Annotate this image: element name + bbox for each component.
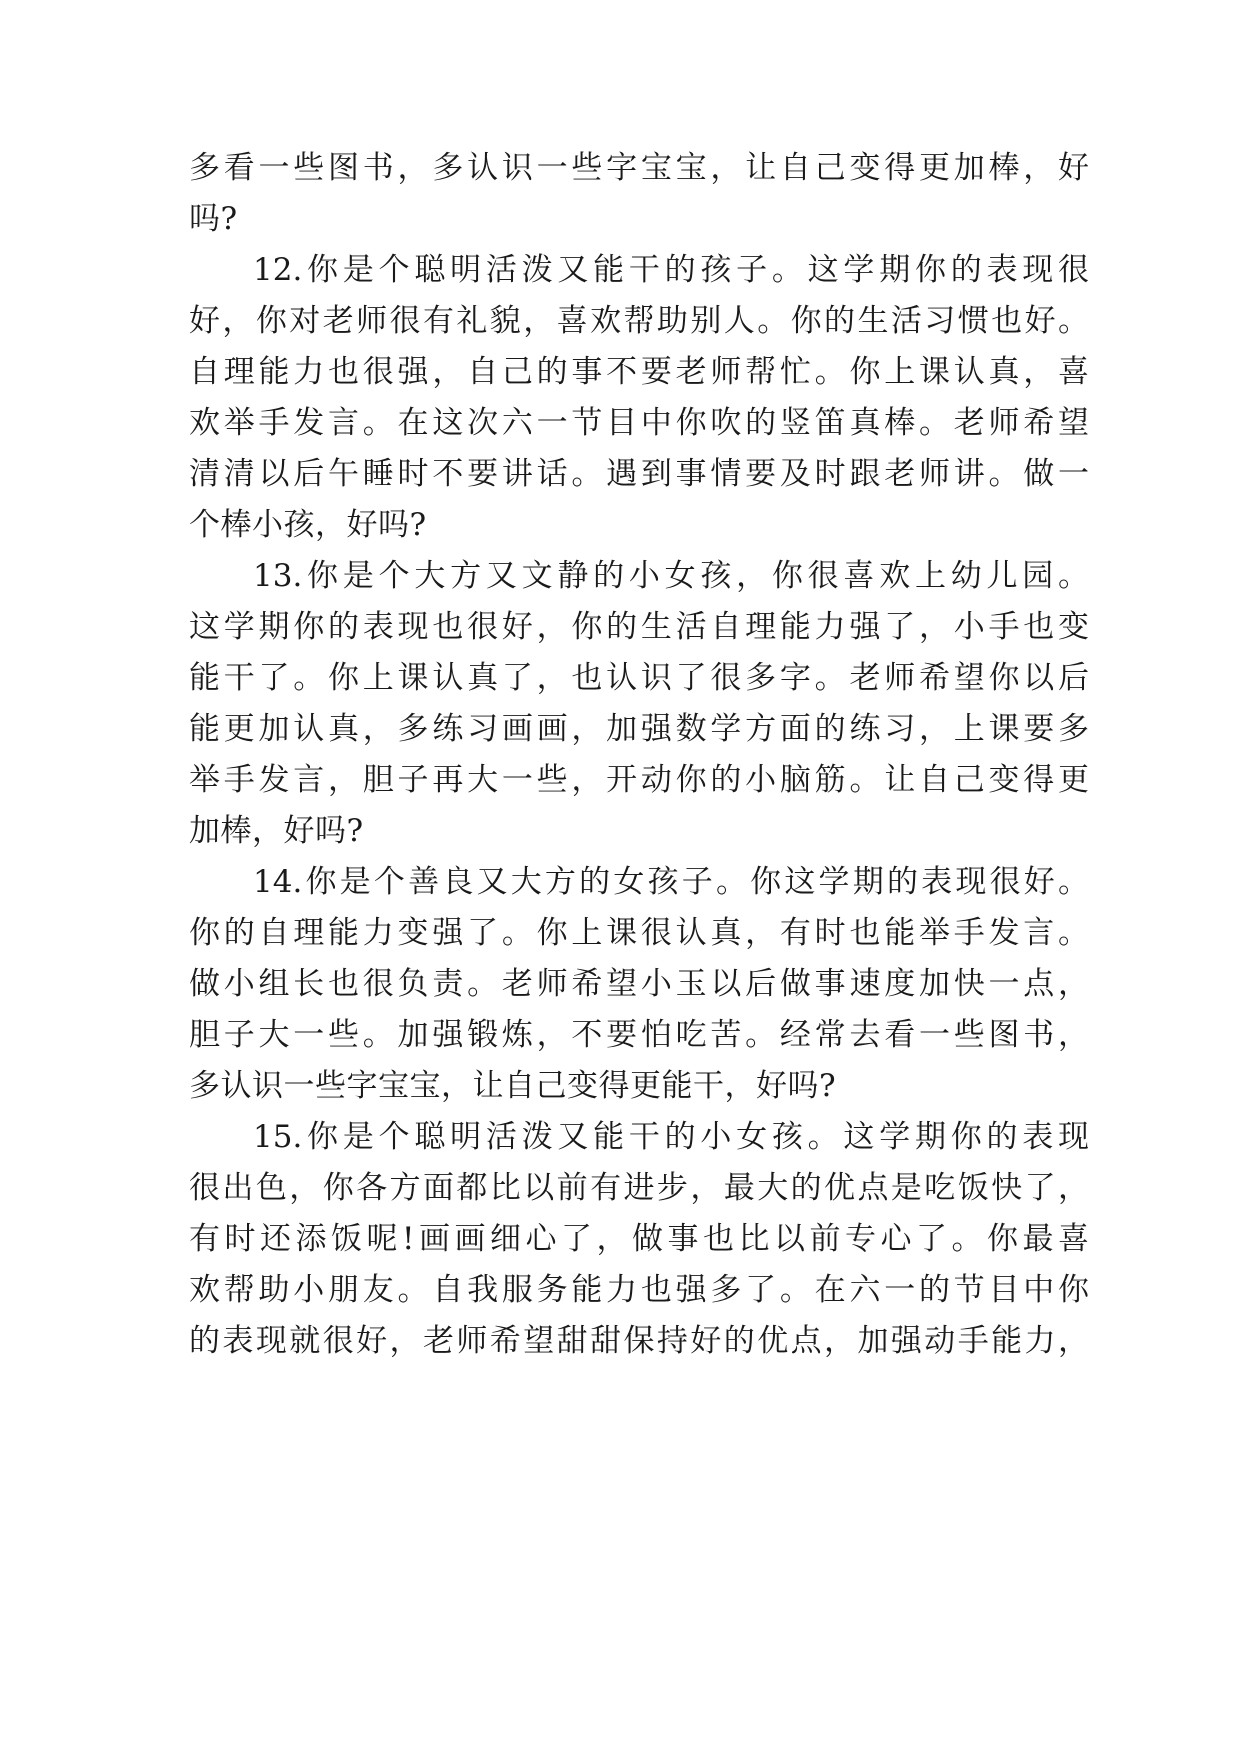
text-line: 你的自理能力变强了。你上课很认真，有时也能举手发言。: [189, 915, 1089, 951]
text-line: 的表现就很好，老师希望甜甜保持好的优点，加强动手能力，: [189, 1323, 1089, 1359]
text-line: 自理能力也很强，自己的事不要老师帮忙。你上课认真，喜: [189, 354, 1089, 390]
text-line: 做小组长也很负责。老师希望小玉以后做事速度加快一点，: [189, 966, 1089, 1002]
text-line: 胆子大一些。加强锻炼，不要怕吃苦。经常去看一些图书，: [189, 1017, 1089, 1053]
text-line: 能干了。你上课认真了，也认识了很多字。老师希望你以后: [189, 660, 1089, 696]
text-line: 15.你是个聪明活泼又能干的小女孩。这学期你的表现: [253, 1119, 1089, 1155]
text-line: 13.你是个大方又文静的小女孩，你很喜欢上幼儿园。: [253, 558, 1089, 594]
text-line: 好，你对老师很有礼貌，喜欢帮助别人。你的生活习惯也好。: [189, 303, 1089, 339]
text-line: 欢帮助小朋友。自我服务能力也强多了。在六一的节目中你: [189, 1272, 1089, 1308]
text-line: 12.你是个聪明活泼又能干的孩子。这学期你的表现很: [253, 252, 1089, 288]
text-line: 举手发言，胆子再大一些，开动你的小脑筋。让自己变得更: [189, 762, 1089, 798]
text-line: 清清以后午睡时不要讲话。遇到事情要及时跟老师讲。做一: [189, 456, 1089, 492]
text-line: 欢举手发言。在这次六一节目中你吹的竖笛真棒。老师希望: [189, 405, 1089, 441]
text-line: 这学期你的表现也很好，你的生活自理能力强了，小手也变: [189, 609, 1089, 645]
text-line: 多认识一些字宝宝，让自己变得更能干，好吗?: [189, 1068, 837, 1104]
text-line: 吗?: [189, 201, 238, 237]
text-line: 多看一些图书，多认识一些字宝宝，让自己变得更加棒，好: [189, 150, 1089, 186]
text-line: 个棒小孩，好吗?: [189, 507, 427, 543]
text-line: 有时还添饭呢!画画细心了，做事也比以前专心了。你最喜: [189, 1221, 1089, 1257]
text-line: 能更加认真，多练习画画，加强数学方面的练习，上课要多: [189, 711, 1089, 747]
text-line: 14.你是个善良又大方的女孩子。你这学期的表现很好。: [253, 864, 1089, 900]
text-line: 很出色，你各方面都比以前有进步，最大的优点是吃饭快了，: [189, 1170, 1089, 1206]
text-line: 加棒，好吗?: [189, 813, 364, 849]
